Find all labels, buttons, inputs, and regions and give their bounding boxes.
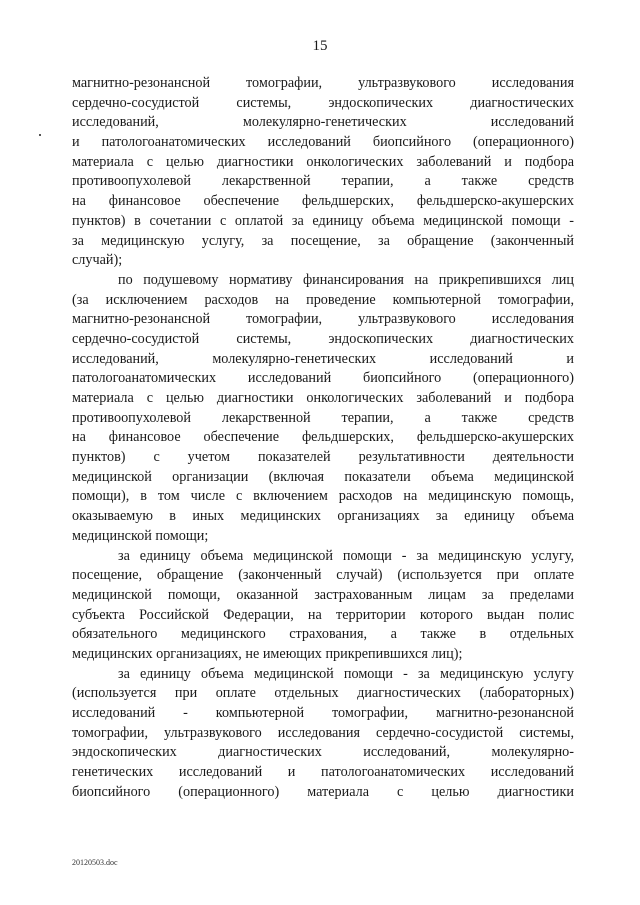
text-line: магнитно-резонансной томографии, ультразвукового исследования xyxy=(72,75,574,91)
text-line: на финансовое обеспечение фельдшерских, фельдшерско-акушерских xyxy=(72,193,574,210)
text-line: за единицу объема медицинской помощи - за медицинскую услугу xyxy=(118,665,574,682)
page-number: 15 xyxy=(312,38,328,54)
text-line: помощи), в том числе с включением расходов на медицинскую помощь, xyxy=(72,488,574,505)
footer-filename: 20120503.doc xyxy=(72,858,118,867)
text-line: (за исключением расходов на проведение компьютерной томографии, xyxy=(72,291,574,308)
text-line: исследований - компьютерной томографии, магнитно-резонансной xyxy=(72,705,574,721)
text-line: по подушевому нормативу финансирования на прикрепившихся лиц xyxy=(118,271,574,288)
text-line: противоопухолевой лекарственной терапии, а также средств xyxy=(72,409,574,426)
text-line: биопсийного (операционного) материала с целью диагностики xyxy=(72,783,574,800)
text-line: пунктов) в сочетании с оплатой за единицу объема медицинской помощи - xyxy=(72,212,574,229)
text-line: медицинских организациях, не имеющих прикрепившихся лиц); xyxy=(72,645,463,662)
text-line: на финансовое обеспечение фельдшерских, фельдшерско-акушерских xyxy=(72,429,574,446)
text-line: магнитно-резонансной томографии, ультразвукового исследования xyxy=(72,311,574,328)
text-line: медицинской помощи, оказанной застрахованным лицам за пределами xyxy=(72,586,574,603)
text-line: эндоскопических диагностических исследований, молекулярно- xyxy=(72,744,574,761)
text-line: пунктов) с учетом показателей результативности деятельности xyxy=(72,449,574,466)
document-body xyxy=(72,74,574,802)
text-line: субъекта Российской Федерации, на территории которого выдан полис xyxy=(72,606,574,623)
text-line: случай); xyxy=(72,252,123,269)
text-line: обязательного медицинского страхования, а также в отдельных xyxy=(72,626,574,643)
text-line: посещение, обращение (законченный случай) (используется при оплате xyxy=(72,567,574,584)
text-line: генетических исследований и патологоанатомических исследований xyxy=(72,764,574,781)
text-line: патологоанатомических исследований биопсийного (операционного) xyxy=(72,370,574,387)
text-line: материала с целью диагностики онкологических заболеваний и подбора xyxy=(72,153,574,170)
text-line: сердечно-сосудистой системы, эндоскопических диагностических xyxy=(72,330,574,347)
text-line: противоопухолевой лекарственной терапии, а также средств xyxy=(72,173,574,190)
margin-mark xyxy=(39,134,41,136)
text-line: (используется при оплате отдельных диагностических (лабораторных) xyxy=(72,685,574,702)
text-line: томографии, ультразвукового исследования сердечно-сосудистой системы, xyxy=(72,724,574,741)
text-line: за единицу объема медицинской помощи - за медицинскую услугу, xyxy=(118,547,574,564)
text-line: исследований, молекулярно-генетических исследований и xyxy=(72,350,574,367)
text-line: исследований, молекулярно-генетических исследований xyxy=(72,114,574,131)
text-line: материала с целью диагностики онкологических заболеваний и подбора xyxy=(72,390,574,406)
text-line: медицинской организации (включая показатели объема медицинской xyxy=(72,468,574,485)
text-line: медицинской помощи; xyxy=(72,527,209,544)
text-line: за медицинскую услугу, за посещение, за обращение (законченный xyxy=(72,232,574,249)
text-line: и патологоанатомических исследований биопсийного (операционного) xyxy=(72,134,574,151)
text-line: сердечно-сосудистой системы, эндоскопических диагностических xyxy=(72,94,574,111)
text-line: оказываемую в иных медицинских организациях за единицу объема xyxy=(72,508,574,525)
